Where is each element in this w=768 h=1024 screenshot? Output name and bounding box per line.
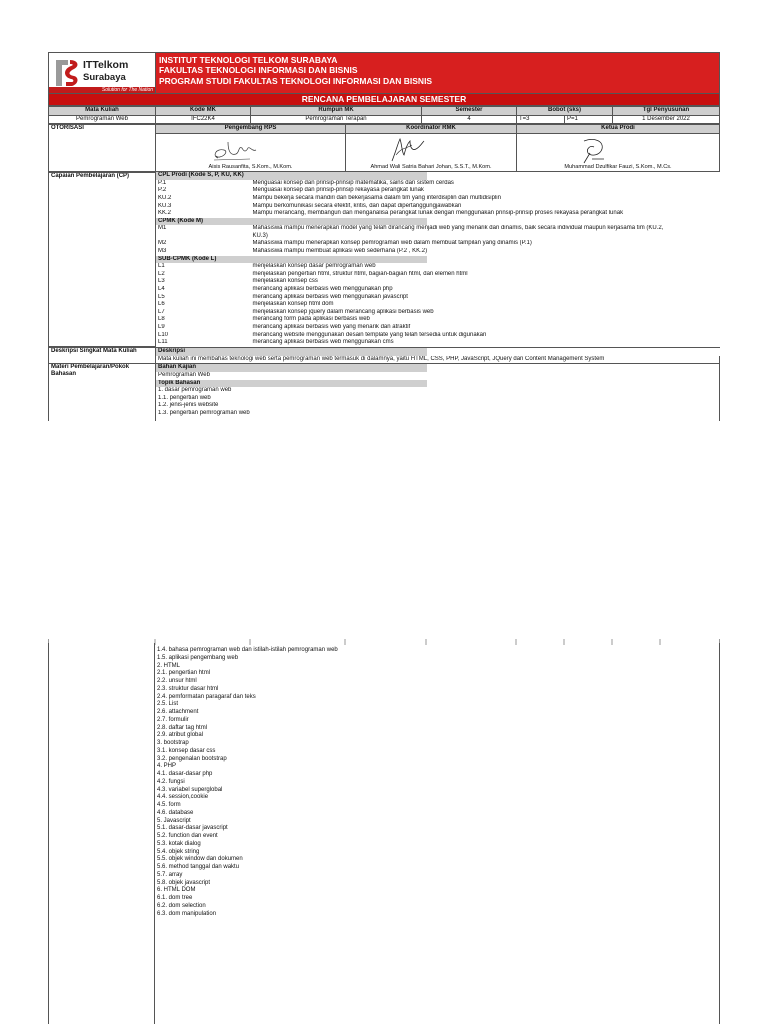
subcpmk-text: menjelaskan konsep jquery dalam merancang aplikasi berbasis web	[252, 308, 434, 315]
rps-page-1	[48, 52, 720, 421]
materi-label: Materi Pembelajaran/Pokok Bahasan	[49, 364, 156, 420]
program-name: PROGRAM STUDI FAKULTAS TEKNOLOGI INFORMASI DAN BISNIS	[159, 75, 433, 86]
pengembang-signature-cell	[156, 133, 346, 171]
subcpmk-code: L1	[158, 263, 165, 270]
subcpmk-code: L7	[158, 308, 165, 315]
institution-name: INSTITUT TEKNOLOGI TELKOM SURABAYA	[159, 55, 338, 65]
cpl-code: KU.3	[158, 202, 172, 209]
spacer	[427, 256, 720, 264]
topik-text: 1.2. jenis-jenis website	[158, 402, 219, 409]
value-bobot-p: P=1	[565, 115, 613, 124]
cpl-code: P.2	[158, 187, 167, 194]
col-semester: Semester	[422, 107, 517, 116]
value-tgl: 1 Desember 2022	[613, 115, 720, 124]
topik-item: 2.4. pemformatan paragaraf dan teks	[157, 693, 256, 700]
topik-item: 4.6. database	[157, 809, 194, 816]
subcpmk-code: L3	[158, 278, 165, 285]
subcpmk-code: L5	[158, 293, 165, 300]
topik-item: 5.3. kotak dialog	[157, 840, 201, 847]
value-kode-mk: IFC22K4	[156, 115, 251, 124]
cpl-code: KU.2	[158, 195, 172, 202]
subcpmk-text: merancang aplikasi berbasis web menggunakan javascript	[252, 293, 408, 300]
topik-item: 4. PHP	[157, 763, 177, 770]
col-mata-kuliah: Mata Kuliah	[49, 107, 156, 116]
koordinator-signature-cell	[346, 133, 517, 171]
spacer	[427, 364, 720, 420]
right-border	[718, 643, 720, 1024]
cpl-head: CPL Prodi (Kode S, P, KU, KK)	[156, 172, 427, 180]
topik-item: 2.7. formulir	[157, 716, 189, 723]
deskripsi-table	[48, 347, 720, 364]
cpl-text: Menguasai konsep dan prinsip-prinsip rekayasa perangkat lunak	[252, 187, 424, 194]
topik-item: 4.3. variabel superglobal	[157, 786, 223, 793]
topik-item: 5.8. objek javascript	[157, 879, 211, 886]
topik-item: 3. bootstrap	[157, 740, 189, 746]
topik-text: 1.1. pengertian web	[158, 394, 211, 401]
subcpmk-text: merancang form pada aplikasi berbasis web	[252, 316, 370, 323]
topik-item: 2.8. daftar tag html	[157, 724, 208, 731]
document-title: RENCANA PEMBELAJARAN SEMESTER	[49, 94, 720, 106]
signature-icon	[388, 135, 428, 163]
cpl-code: P.1	[158, 179, 167, 186]
spacer	[427, 172, 720, 180]
signature-icon	[574, 135, 614, 165]
deskripsi-label: Deskripsi Singkat Mata Kuliah	[49, 348, 156, 364]
subcpmk-text: menjelaskan pengertian html, struktur html, bagian-bagian html, dan elemen html	[252, 270, 468, 277]
col-rumpun-mk: Rumpun MK	[251, 107, 422, 116]
subcpmk-text: merancang website menggunakan desain template yang telah tersedia untuk digunakan	[252, 331, 487, 338]
cpmk-code: M1	[158, 225, 167, 232]
ketua-signature-cell	[517, 133, 720, 171]
topik-item: 3.2. pengenalan bootstrap	[157, 755, 227, 762]
signature-icon	[210, 136, 270, 164]
topik-item: 5. Javascript	[157, 817, 191, 824]
subcpmk-text: merancang aplikasi berbasis web yang menarik dan atraktif	[252, 323, 411, 330]
topik-item: 4.2. fungsi	[157, 778, 185, 785]
subcpmk-text: merancang aplikasi berbasis web menggunakan php	[252, 285, 393, 292]
cpmk-text: Mahasiswa mampu membuat aplikasi web sederhana (P.2 , KK.2)	[252, 248, 428, 255]
spacer	[156, 418, 427, 421]
materi-label-continued	[48, 643, 155, 1024]
logo-sub: Surabaya	[83, 72, 126, 83]
ketua-head: Ketua Prodi	[517, 125, 720, 134]
subcpmk-text: menjelaskan konsep css	[252, 278, 318, 285]
course-info-table	[48, 106, 720, 124]
cpl-code: KK.2	[158, 210, 172, 217]
logo-tagline: Solution for The Nation	[49, 87, 155, 93]
subcpmk-head: SUB-CPMK (Kode L)	[156, 256, 427, 264]
cpmk-head: CPMK (Kode M)	[156, 218, 427, 226]
otorisasi-table	[48, 124, 720, 172]
cp-table	[48, 172, 720, 347]
topik-item: 4.4. session,cookie	[157, 794, 209, 801]
value-semester: 4	[422, 115, 517, 124]
subcpmk-code: L2	[158, 270, 165, 277]
spacer	[427, 218, 720, 226]
subcpmk-text: merancang aplikasi berbasis web menggunakan cms	[252, 339, 394, 346]
topik-head: Topik Bahasan	[156, 380, 427, 388]
cpl-text: Mampu merancang, membangun dan menganalisa perangkat lunak dengan menggunakan prinsip-prinsip proses rekayasa perangkat lunak	[252, 210, 624, 217]
header-table	[48, 52, 720, 106]
topik-item: 6. HTML DOM	[157, 887, 196, 894]
topik-item: 6.3. dom manipulation	[157, 910, 217, 917]
ittelkom-logo-icon	[52, 56, 82, 90]
topik-item: 2.2. unsur html	[157, 678, 197, 684]
topik-list-continued	[155, 647, 338, 918]
institution-header	[156, 53, 720, 94]
topik-item: 6.1. dom tree	[157, 895, 193, 901]
materi-table	[48, 364, 720, 420]
cpl-text: Menguasai konsep dan prinsip-prinsip matematika, sains dan sistem cerdas	[252, 179, 454, 186]
topik-item: 2.3. struktur dasar html	[157, 685, 219, 692]
cpmk-text: Mahasiswa mampu menerapkan konsep pemrograman web dalam membuat tampilan yang dinamis (P.1)	[252, 240, 532, 247]
topik-item: 5.2. function dan event	[157, 833, 218, 839]
topik-item: 3.1. konsep dasar css	[157, 747, 216, 754]
topik-item: 1.4. bahasa pemrograman web dan istilah-istilah pemrograman web	[157, 647, 338, 653]
topik-item: 2.9. atribut global	[157, 732, 204, 739]
topik-text: 1. dasar pemrograman web	[158, 387, 232, 394]
koordinator-name: Ahmad Wali Satria Bahari Johan, S.S.T., M.Kom.	[370, 163, 492, 170]
value-bobot-t: T=3	[517, 115, 565, 124]
subcpmk-code: L4	[158, 285, 165, 292]
subcpmk-code: L8	[158, 316, 165, 323]
value-mata-kuliah: Pemrograman Web	[49, 115, 156, 124]
cpmk-text: Mahasiswa mampu menerapkan model yang telah dirancang menjadi web yang menarik dan dinamis, baik secara individual maupun kerjasama tim (KU.2, KU.3)	[252, 225, 664, 239]
spacer	[427, 348, 720, 356]
topik-text: 1.3. pengertian pemrograman web	[158, 409, 250, 416]
topik-item: 5.6. method tanggal dan waktu	[157, 864, 240, 870]
rps-page-2	[48, 643, 720, 1024]
topik-item: 5.1. dasar-dasar javascript	[157, 825, 228, 832]
logo	[49, 53, 156, 94]
topik-item: 5.5. objek window dan dokumen	[157, 856, 243, 863]
col-tgl: Tgl Penyusunan	[613, 107, 720, 116]
cp-label: Capaian Pembelajaran (CP)	[49, 172, 156, 346]
topik-item: 2.5. List	[157, 701, 179, 708]
topik-item: 2.1. pengertian html	[157, 670, 211, 677]
faculty-name: FAKULTAS TEKNOLOGI INFORMASI DAN BISNIS	[159, 65, 358, 76]
subcpmk-text: menjelaskan konsep html dom	[252, 301, 334, 308]
topik-item: 5.7. array	[157, 871, 183, 878]
topik-item: 4.5. form	[157, 802, 181, 808]
ketua-name: Muhammad Dzulfikar Fauzi, S.Kom., M.Cs.	[564, 163, 672, 170]
bahan-head: Bahan Kajian	[156, 364, 427, 372]
subcpmk-code: L10	[158, 331, 169, 338]
topik-item: 5.4. objek string	[157, 848, 200, 855]
cpl-text: Mampu berkomunikasi secara efektif, kritis, dan dapat dipertanggungjawabkan	[252, 202, 462, 209]
cpmk-code: M3	[158, 248, 167, 255]
topik-item: 1.5. aplikasi pengembang web	[157, 654, 239, 661]
deskripsi-text: Mata kuliah ini membahas teknologi web serta pemrograman web termasuk di dalamnya, yaitu HTML, CSS, PHP, JavaScript, JQuery dan Content Management System	[156, 356, 720, 364]
topik-item: 2. HTML	[157, 662, 181, 669]
otorisasi-label: OTORISASI	[49, 125, 156, 172]
topik-item: 2.6. attachment	[157, 709, 199, 715]
subcpmk-text: menjelaskan konsep dasar pemrograman web	[252, 263, 376, 270]
pengembang-head: Pengembang RPS	[156, 125, 346, 134]
subcpmk-code: L9	[158, 323, 165, 330]
subcpmk-code: L6	[158, 301, 165, 308]
subcpmk-code: L11	[158, 339, 168, 346]
bahan-value: Pemrograman Web	[158, 372, 210, 379]
col-bobot: Bobot (sks)	[517, 107, 613, 116]
logo-text: ITTelkom	[83, 59, 129, 71]
topik-item: 6.2. dom selection	[157, 902, 206, 909]
cpl-text: Mampu bekerja secara mandiri dan bekerjasama dalam tim yang interdisiplin dan multidisiplin	[252, 195, 501, 202]
deskripsi-head: Deskripsi	[156, 348, 427, 356]
koordinator-head: Koordinator RMK	[346, 125, 517, 134]
col-kode-mk: Kode MK	[156, 107, 251, 116]
topik-item: 4.1. dasar-dasar php	[157, 771, 213, 777]
value-rumpun-mk: Pemrograman Terapan	[251, 115, 422, 124]
pengembang-name: Aisis Rausanfita, S.Kom., M.Kom.	[208, 163, 293, 170]
cpmk-code: M2	[158, 240, 167, 247]
